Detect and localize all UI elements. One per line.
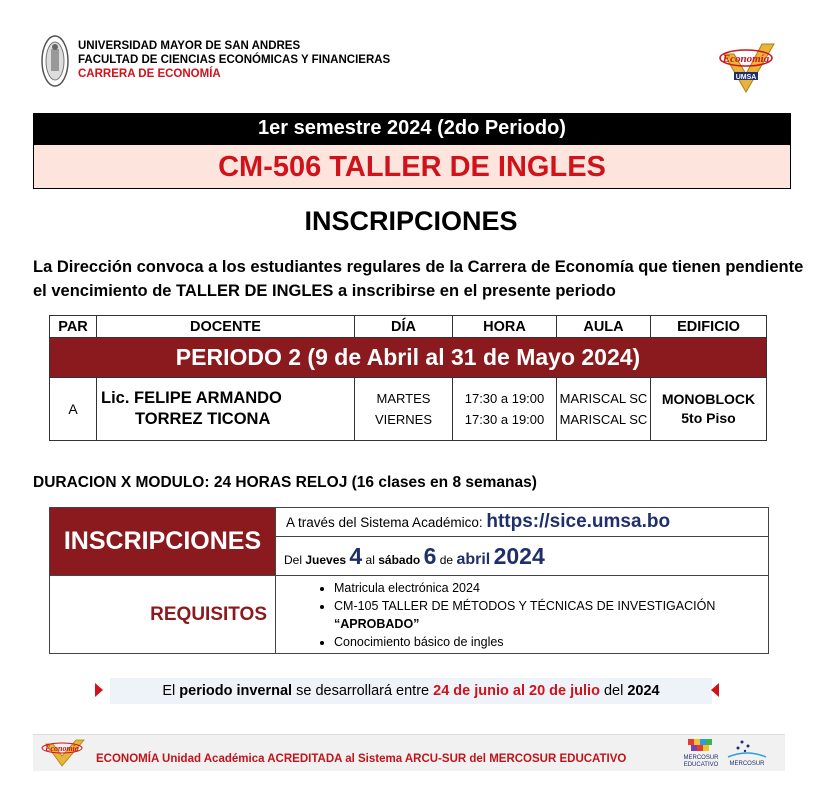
- footer-economia-logo-icon: [40, 738, 90, 768]
- university-name: UNIVERSIDAD MAYOR DE SAN ANDRES: [78, 40, 301, 52]
- mercosur-edu-line-2: EDUCATIVO: [683, 762, 719, 768]
- winter-period-note: [110, 678, 712, 704]
- intro-line-2: el vencimiento de TALLER DE INGLES a inscribirse en el presente periodo: [33, 282, 616, 300]
- header-dia: DÍA: [355, 316, 453, 338]
- mercosur-educativo-logo-icon: [682, 737, 720, 769]
- docente-line-1: Lic. FELIPE ARMANDO: [101, 389, 282, 407]
- date-day-2: sábado: [378, 552, 421, 567]
- table-row: [50, 378, 767, 441]
- date-num-2: 6: [423, 542, 437, 569]
- date-al: al: [365, 552, 375, 567]
- edificio-cell: [651, 378, 767, 441]
- footer-logo-text: Economía: [45, 744, 79, 753]
- docente-cell: [97, 378, 355, 441]
- intro-line-1: La Dirección convoca a los estudiantes regulares de la Carrera de Economía que tienen pendiente: [33, 258, 804, 276]
- date-num-1: 4: [349, 542, 363, 569]
- edificio-line-2: 5to Piso: [681, 410, 736, 426]
- header-aula: AULA: [557, 316, 651, 338]
- sice-link[interactable]: https://sice.umsa.bo: [486, 511, 671, 532]
- semester-bar: 1er semestre 2024 (2do Periodo): [33, 113, 791, 144]
- footer-accreditation-text: ECONOMÍA Unidad Académica ACREDITADA al Sistema ARCU-SUR del MERCOSUR EDUCATIVO: [96, 753, 627, 765]
- hora-cell: [453, 378, 557, 441]
- aula-1: MARISCAL SC: [559, 391, 648, 406]
- requirements-label: REQUISITOS: [50, 576, 276, 654]
- header-hora: HORA: [453, 316, 557, 338]
- list-item: • Matricula electrónica 2024: [334, 579, 768, 597]
- faculty-name: FACULTAD DE CIENCIAS ECONÓMICAS Y FINANCIERAS: [78, 54, 391, 66]
- system-text: A través del Sistema Académico:: [286, 515, 483, 530]
- note-part-6: 2024: [627, 683, 660, 699]
- note-part-1: El: [162, 683, 180, 699]
- requirement-note: “APROBADO”: [334, 616, 420, 631]
- hora-1: 17:30 a 19:00: [464, 391, 545, 406]
- list-item: [334, 597, 768, 633]
- arrow-left-icon: [711, 683, 719, 697]
- header-docente: DOCENTE: [97, 316, 355, 338]
- note-part-4: 24 de junio al 20 de julio: [433, 683, 600, 699]
- date-year: 2024: [493, 542, 545, 569]
- requirement-text: CM-105 TALLER DE MÉTODOS Y TÉCNICAS DE INVESTIGACIÓN: [334, 598, 716, 613]
- logo-sub: UMSA: [735, 74, 757, 81]
- docente-line-2: TORREZ TICONA: [135, 410, 271, 428]
- note-part-3: se desarrollará entre: [292, 683, 434, 699]
- header-par: PAR: [50, 316, 97, 338]
- aula-2: MARISCAL SC: [559, 412, 648, 427]
- economia-logo-icon: [716, 40, 780, 96]
- dates-row: [276, 537, 769, 576]
- dia-cell: [355, 378, 453, 441]
- date-day-1: Jueves: [305, 552, 347, 567]
- date-del: Del: [284, 552, 303, 567]
- schedule-table: [49, 315, 767, 441]
- note-part-5: del: [599, 683, 628, 699]
- date-month: abril: [456, 550, 491, 568]
- arrow-right-icon: [95, 683, 103, 697]
- career-name: CARRERA DE ECONOMÍA: [78, 68, 221, 80]
- date-de: de: [439, 552, 454, 567]
- schedule-header-row: [50, 316, 767, 338]
- duration-text: DURACION X MODULO: 24 HORAS RELOJ (16 clases en 8 semanas): [33, 474, 537, 491]
- requirements-list: [306, 579, 768, 651]
- dia-2: VIERNES: [374, 412, 433, 427]
- inscription-table: [49, 507, 769, 654]
- course-title: CM-506 TALLER DE INGLES: [33, 144, 791, 189]
- aula-cell: [557, 378, 651, 441]
- list-item: • Conocimiento básico de ingles: [334, 633, 768, 651]
- mercosur-logo-icon: [724, 737, 770, 769]
- system-row: [276, 508, 769, 537]
- par-cell: A: [50, 378, 97, 441]
- dia-1: MARTES: [376, 391, 431, 406]
- period-label: PERIODO 2 (9 de Abril al 31 de Mayo 2024): [50, 338, 767, 378]
- mercosur-text: MERCOSUR: [729, 761, 765, 767]
- edificio-line-1: MONOBLOCK: [661, 391, 756, 407]
- mercosur-edu-line-1: MERCOSUR: [683, 755, 719, 761]
- inscription-label: INSCRIPCIONES: [50, 508, 276, 576]
- logo-text: Economía: [722, 53, 770, 65]
- note-part-2: periodo invernal: [179, 683, 293, 699]
- requirements-cell: [276, 576, 769, 654]
- header-edificio: EDIFICIO: [651, 316, 767, 338]
- hora-2: 17:30 a 19:00: [464, 412, 545, 427]
- umsa-seal-icon: [40, 33, 70, 89]
- inscripciones-heading: INSCRIPCIONES: [304, 206, 518, 236]
